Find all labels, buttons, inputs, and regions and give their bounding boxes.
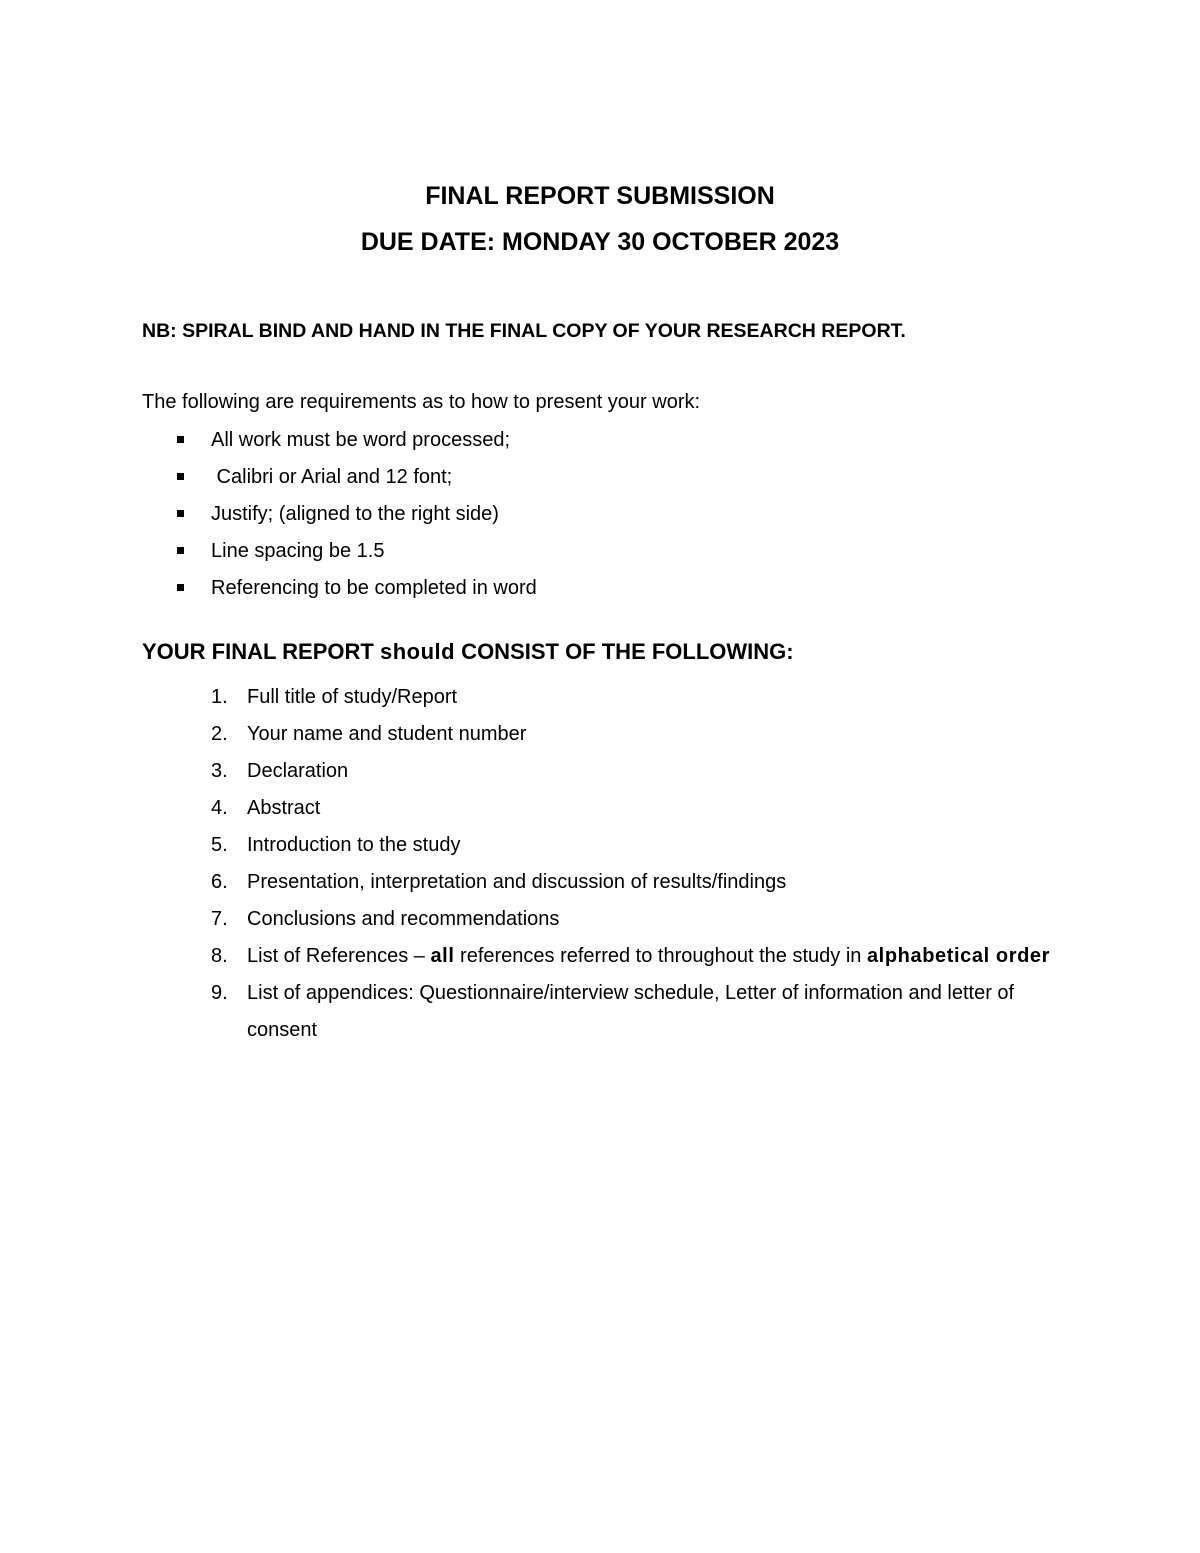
heading-part: YOUR FINAL REPORT (142, 639, 380, 664)
heading-part: CONSIST OF THE FOLLOWING: (455, 639, 794, 664)
bullet-square-icon (177, 547, 184, 554)
report-contents-list (0, 679, 1057, 1049)
bullet-square-icon (177, 473, 184, 480)
requirement-text: Justify; (aligned to the right side) (211, 503, 499, 525)
list-item (0, 827, 1057, 864)
list-item (0, 679, 1057, 716)
report-contents-heading (142, 638, 794, 666)
list-item (0, 790, 1057, 827)
bullet-square-icon (177, 436, 184, 443)
item-text: Full title of study/Report (247, 686, 458, 708)
item-number: 3. (211, 760, 228, 782)
requirement-text: All work must be word processed; (211, 429, 511, 451)
item-number: 2. (211, 723, 228, 745)
item-text: Introduction to the study (247, 834, 461, 856)
document-title: FINAL REPORT SUBMISSION (425, 182, 775, 210)
item-number: 5. (211, 834, 228, 856)
item-number: 4. (211, 797, 228, 819)
item-number: 9. (211, 982, 228, 1004)
list-item (0, 716, 1057, 753)
item-text-part: references referred to throughout the study in (454, 945, 867, 967)
item-number: 8. (211, 945, 228, 967)
nb-note: NB: SPIRAL BIND AND HAND IN THE FINAL COPY OF YOUR RESEARCH REPORT. (142, 320, 906, 342)
item-text: Declaration (247, 760, 349, 782)
item-number: 1. (211, 686, 228, 708)
list-item (0, 753, 1057, 790)
emphasis-alphabetical-order: alphabetical order (866, 945, 1051, 967)
requirement-text: Line spacing be 1.5 (211, 540, 385, 562)
bullet-square-icon (177, 584, 184, 591)
list-item (0, 938, 1057, 975)
item-text: Presentation, interpretation and discussion of results/findings (247, 871, 787, 893)
item-text-part: List of References – (247, 945, 431, 967)
item-text: Conclusions and recommendations (247, 908, 560, 930)
bullet-square-icon (177, 510, 184, 517)
list-item (0, 901, 1057, 938)
item-text: Your name and student number (247, 723, 527, 745)
emphasis-all: all (430, 945, 455, 967)
heading-part: should (379, 639, 456, 664)
due-date-heading: DUE DATE: MONDAY 30 OCTOBER 2023 (360, 228, 840, 256)
item-text: Abstract (247, 797, 321, 819)
requirement-text: Calibri or Arial and 12 font; (211, 466, 453, 488)
item-number: 7. (211, 908, 228, 930)
item-number: 6. (211, 871, 228, 893)
list-item (0, 864, 1057, 901)
item-text: List of appendices: Questionnaire/interview schedule, Letter of information and letter of consent (247, 982, 1015, 1041)
list-item (0, 975, 1057, 1049)
requirement-text: Referencing to be completed in word (211, 577, 537, 599)
item-text (247, 938, 1057, 975)
requirements-intro: The following are requirements as to how to present your work: (142, 391, 701, 413)
